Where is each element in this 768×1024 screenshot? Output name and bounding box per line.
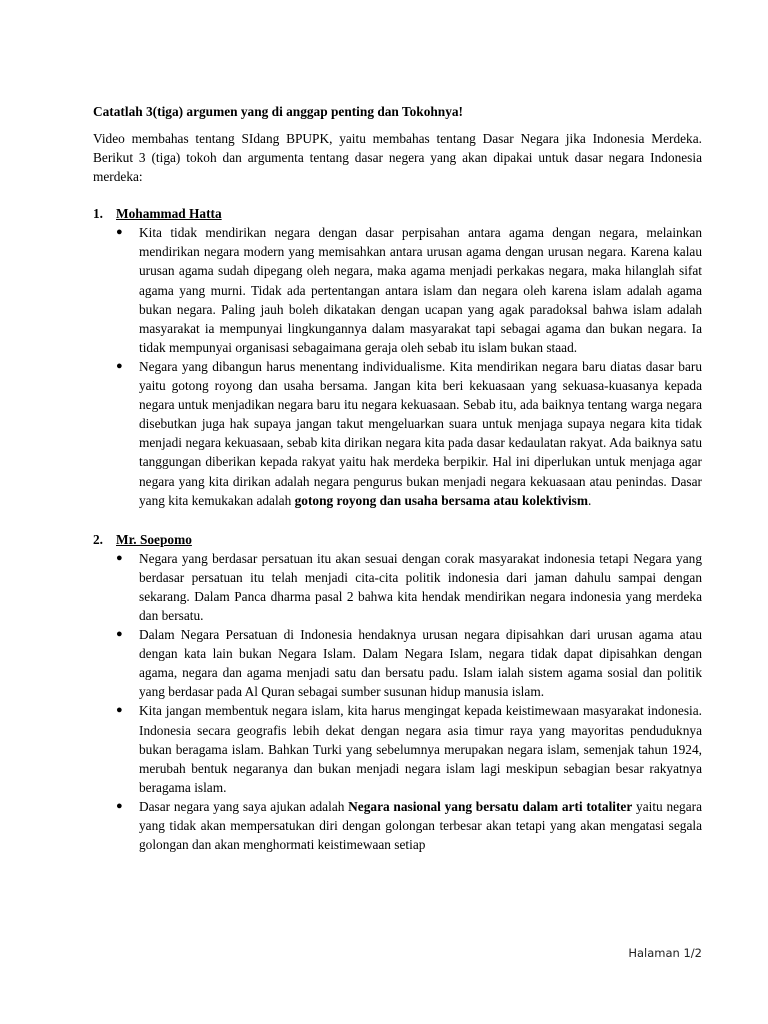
argument-text: Kita jangan membentuk negara islam, kita harus mengingat kepada keistimewaan masyarakat indonesia. Indonesia secara geografis lebih dekat dengan negara asia timur raya yang mayoritas penduduknya bukan beragama islam. Bahkan Turki yang sebelumnya merupakan negara islam, semenjak tahun 1924, merubah bentuk negaranya dan bukan menjadi negara islam lagi meskipun sebagian besar rakyatnya beragama islam.	[139, 703, 702, 795]
argument-emphasis: gotong royong dan usaha bersama atau kolektivism	[294, 492, 588, 508]
argument-list	[93, 549, 702, 855]
section-name: Mr. Soepomo	[116, 531, 192, 547]
page-number: Halaman 1/2	[628, 946, 702, 960]
argument-item	[93, 625, 702, 701]
bullet-icon: ●	[116, 628, 123, 641]
bullet-icon: ●	[116, 799, 123, 812]
argument-item	[93, 357, 702, 510]
argument-text-after: yaitu negara yang tidak akan mempersatukan diri dengan golongan terbesar akan tetapi yang akan mengatasi segala golongan dan akan menghormati keistimewaan setiap	[139, 798, 703, 853]
section-mohammad-hatta	[93, 204, 702, 509]
argument-text: Negara yang dibangun harus menentang individualisme. Kita mendirikan negara baru diatas dasar baru yaitu gotong royong dan usaha bersama. Jangan kita beri kekuasaan yang sekuasa-kuasanya kepada negara untuk menjadikan negara baru itu negara kekuasaan. Sebab itu, ada baiknya tentang warga negara disebutkan juga hak supaya jangan takut mengeluarkan suara untuk menjaga supaya negara kita tidak menjadi negara kekuasaan, sebab kita dirikan negara kita pada dasar kedaulatan rakyat. Ada baiknya satu tanggungan diberikan kepada rakyat yaitu hak merdeka berpikir. Hal ini diperlukan untuk menjaga agar negara yang kita dirikan adalah negara pengurus bukan menjadi negara kekuasaan atau penindas. Dasar yang kita kemukakan adalah	[139, 358, 702, 508]
argument-list	[93, 223, 702, 509]
section-name: Mohammad Hatta	[116, 206, 222, 222]
section-number: 2.	[93, 531, 104, 547]
argument-text-after: .	[588, 492, 592, 508]
argument-text: Dasar negara yang saya ajukan adalah	[139, 798, 345, 814]
document-page	[93, 102, 702, 874]
argument-item	[93, 549, 702, 625]
argument-item	[93, 223, 702, 357]
argument-text: Kita tidak mendirikan negara dengan dasar perpisahan antara agama dengan negara, melainkan mendirikan negara modern yang memisahkan antara urusan agama dengan urusan negara. Karena kalau urusan agama sudah dipegang oleh negara, maka agama menjadi perkakas negara, maka hilanglah sifat agama yang murni. Tidak ada pertentangan antara islam dan negara oleh karena islam adalah agama bukan negara. Paling jauh boleh dikatakan dengan ucapan yang agak paradoksal bahwa islam adalah masyarakat ia mempunyai lingkungannya dalam masyarakat tapi sebagai agama dan bukan negara. Ia tidak mempunyai organisasi sebagaimana geraja oleh sebab itu islam bukan staad.	[139, 225, 702, 355]
argument-item	[93, 797, 702, 854]
section-mr-soepomo	[93, 530, 702, 855]
argument-emphasis: Negara nasional yang bersatu dalam arti totaliter	[348, 798, 633, 814]
argument-text: Dalam Negara Persatuan di Indonesia hendaknya urusan negara dipisahkan dari urusan agama atau dengan kata lain bukan Negara Islam. Dalam Negara Islam, negara tidak dapat dipisahkan dengan agama, negara dan agama menjadi satu dan bersatu padu. Islam ialah sistem agama sosial dan politik yang berdasar pada Al Quran sebagai sumber susunan hidup manusia islam.	[139, 627, 702, 700]
document-title: Catatlah 3(tiga) argumen yang di anggap penting dan Tokohnya!	[93, 104, 464, 119]
bullet-icon: ●	[116, 551, 123, 564]
section-heading	[93, 204, 702, 223]
bullet-icon: ●	[116, 359, 123, 372]
argument-text: Negara yang berdasar persatuan itu akan sesuai dengan corak masyarakat indonesia tetapi Negara yang berdasar persatuan itu telah menjadi cita-cita politik indonesia dari jaman dahulu sampai dengan sekarang. Dalam Panca dharma pasal 2 bahwa kita hendak mendirikan negara indonesia yang merdeka dan bersatu.	[139, 550, 702, 623]
section-heading	[93, 530, 702, 549]
argument-item	[93, 701, 702, 796]
section-number: 1.	[93, 206, 104, 222]
bullet-icon: ●	[116, 226, 123, 239]
bullet-icon: ●	[116, 704, 123, 717]
intro-paragraph: Video membahas tentang SIdang BPUPK, yaitu membahas tentang Dasar Negara jika Indonesia Merdeka. Berikut 3 (tiga) tokoh dan argumenta tentang dasar negera yang akan dipakai untuk dasar negara Indonesia merdeka:	[93, 131, 702, 185]
